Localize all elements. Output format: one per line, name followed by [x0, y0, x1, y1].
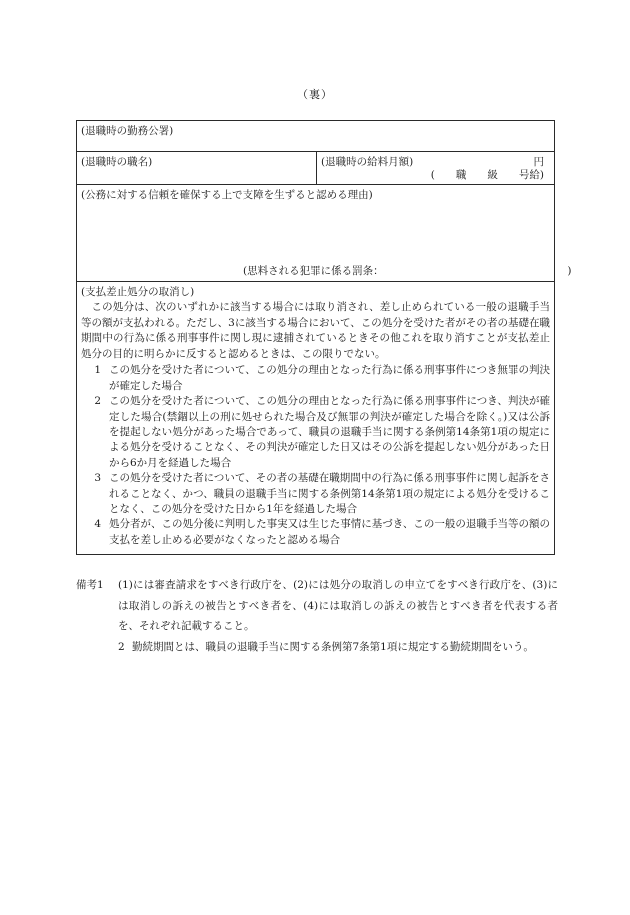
row-title-salary — [77, 152, 554, 185]
office-label: (退職時の勤務公署) — [81, 125, 174, 137]
cell-salary — [317, 152, 554, 184]
item-number: 4 — [94, 518, 101, 531]
item-number: 2 — [94, 395, 101, 408]
item-text: この処分を受けた者について、この処分の理由となった行為に係る刑事事件につき、判決が確定した場合(禁錮以上の刑に処せられた場合及び無罪の判決が確定した場合を除く。)又は公訴を提起しない処分があった場合であって、職員の退職手当に関する条例第14条第1項の規定による処分を受けることなく、その判決が確定した日又はその公訴を提起しない処分があった日から6か月を経過した場合 — [109, 395, 550, 469]
grade-line: ( 職 級 号給) — [430, 169, 544, 181]
remarks — [76, 575, 558, 657]
disposition-form-table — [76, 120, 572, 555]
penalty-line: (思料される犯罪に係る罰条： ) — [243, 265, 572, 277]
remarks-label — [76, 575, 118, 637]
remark-number: 1 — [97, 579, 104, 591]
remarks-label-text: 備考 — [76, 579, 97, 591]
revocation-intro: この処分は、次のいずれかに該当する場合には取り消され、差し止められている一般の退職手当等の額が支払われる。ただし、3に該当する場合において、この処分を受けた者がその者の基礎在職期間中の行為に係る刑事事件に関し現に逮捕されているときその他これを取り消すことが支払差止処分の目的に明らかに反すると認めるときは、この限りでない。 — [81, 301, 550, 360]
item-text: 処分者が、この処分後に判明した事実又は生じた事情に基づき、この一般の退職手当等の額の支払を差し止める必要がなくなったと認める場合 — [109, 518, 550, 546]
title-label: (退職時の職名) — [81, 156, 153, 168]
item-number: 3 — [94, 472, 101, 485]
row-reason — [77, 185, 572, 282]
revocation-item — [81, 471, 550, 517]
revocation-item — [81, 517, 550, 548]
page-heading: （裏） — [297, 88, 333, 101]
revocation-heading: (支払差止処分の取消し) — [81, 286, 195, 298]
row-revocation — [77, 282, 554, 554]
revocation-item — [81, 363, 550, 394]
remark-item — [76, 637, 558, 658]
revocation-item — [81, 394, 550, 471]
item-text: この処分を受けた者について、その者の基礎在職期間中の行為に係る刑事事件に関し起訴をされることなく、かつ、職員の退職手当に関する条例第14条第1項の規定による処分を受けることなく、この処分を受けた日から1年を経過した場合 — [109, 472, 550, 516]
remark-text: (1)には審査請求をすべき行政庁を、(2)には処分の取消しの申立てをすべき行政庁を、(3)には取消しの訴えの被告とすべき者を、(4)には取消しの訴えの被告とすべき者を代表する者を、それぞれ記載すること。 — [118, 579, 558, 632]
item-number: 1 — [94, 364, 101, 377]
cell-title — [77, 152, 317, 184]
row-office — [77, 121, 554, 152]
reason-label: (公務に対する信頼を確保する上で支障を生ずると認める理由) — [81, 189, 373, 201]
salary-label: (退職時の給料月額) — [321, 156, 414, 168]
remark-indent — [76, 637, 118, 658]
remark-number: 2 — [118, 640, 125, 653]
remark-item — [76, 575, 558, 637]
item-text: この処分を受けた者について、この処分の理由となった行為に係る刑事事件につき無罪の判決が確定した場合 — [109, 364, 550, 392]
yen-unit: 円 — [533, 156, 544, 168]
revocation-items — [81, 363, 550, 548]
remark-text: 勤続期間とは、職員の退職手当に関する条例第7条第1項に規定する勤続期間をいう。 — [132, 640, 534, 653]
